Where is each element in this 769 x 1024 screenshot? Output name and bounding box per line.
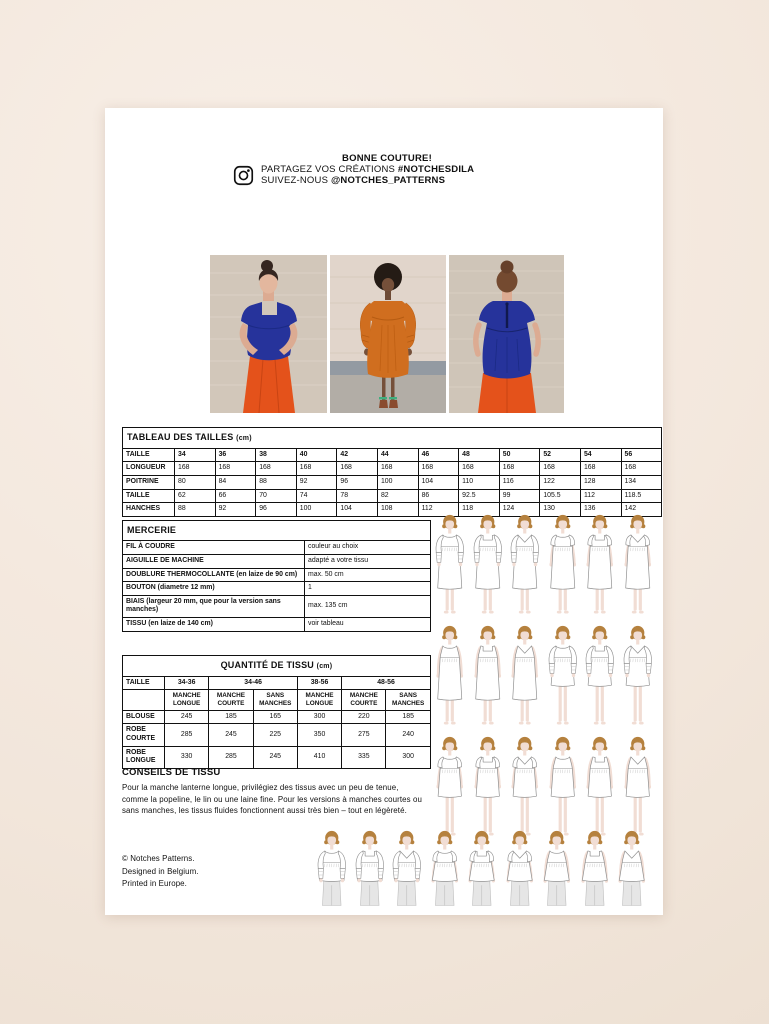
table-cell: 88 [175, 503, 216, 517]
table-cell: BOUTON (diametre 12 mm) [123, 582, 305, 596]
credit-line: Designed in Belgium. [122, 866, 199, 876]
table-cell: 168 [256, 462, 297, 476]
table-cell: TAILLE [123, 448, 175, 462]
table-cell: 245 [209, 724, 253, 746]
table-cell: 78 [337, 489, 378, 503]
table-cell: 240 [386, 724, 430, 746]
table-cell: 108 [377, 503, 418, 517]
table-row [123, 476, 662, 490]
garment-figure-blouse-none-sleeve-v-neck [613, 829, 651, 906]
table-cell: 168 [337, 462, 378, 476]
social-text [261, 153, 513, 186]
table-cell: FIL À COUDRE [123, 541, 305, 555]
table-cell: 168 [499, 462, 540, 476]
table-cell: DOUBLURE THERMOCOLLANTE (en laize de 90 cm) [123, 568, 305, 582]
table-cell: 105.5 [540, 489, 581, 503]
header-line-3 [261, 175, 513, 186]
table-cell: 168 [621, 462, 662, 476]
garment-figure-short-none-sleeve-v-neck [619, 735, 657, 840]
table-cell: 245 [253, 746, 297, 768]
table-cell: 96 [256, 503, 297, 517]
table-cell: 48-56 [342, 676, 431, 690]
notions-title: MERCERIE [123, 521, 431, 541]
fabric-quantity-table [122, 655, 431, 769]
table-cell: 168 [296, 462, 337, 476]
garment-figure-blouse-long-sleeve-v-neck [388, 829, 426, 906]
notions-title-row [123, 521, 431, 541]
table-cell: 46 [418, 448, 459, 462]
table-cell: 1 [305, 582, 431, 596]
table-cell: 70 [256, 489, 297, 503]
photo-model-front-blouse [210, 255, 327, 413]
photo-model-orange-dress [330, 255, 446, 413]
table-cell: 330 [165, 746, 209, 768]
table-cell: 99 [499, 489, 540, 503]
header-line-3-text: SUIVEZ-NOUS [261, 175, 331, 186]
table-cell: adapté a votre tissu [305, 554, 431, 568]
table-cell: 275 [342, 724, 386, 746]
table-cell: 168 [215, 462, 256, 476]
table-cell: max. 50 cm [305, 568, 431, 582]
garment-figure-short-long-sleeve-square-neck [581, 624, 619, 729]
table-row [123, 710, 431, 724]
garment-figure-blouse-long-sleeve-square-neck [351, 829, 389, 906]
table-cell: 84 [215, 476, 256, 490]
table-cell: 130 [540, 503, 581, 517]
garment-figure-midi-short-sleeve-round-neck [544, 513, 582, 618]
table-cell: 80 [175, 476, 216, 490]
table-cell: 225 [253, 724, 297, 746]
table-cell: 110 [459, 476, 500, 490]
table-row [123, 462, 662, 476]
table-row [123, 568, 431, 582]
illustration-row-blouses [313, 829, 651, 906]
table-row [123, 582, 431, 596]
table-cell: 185 [386, 710, 430, 724]
table-row [123, 724, 431, 746]
table-cell: couleur au choix [305, 541, 431, 555]
hashtag: #NOTCHESDILA [397, 164, 475, 175]
table-cell: 112 [580, 489, 621, 503]
garment-figure-midi-none-sleeve-round-neck [431, 624, 469, 729]
table-cell: 38-56 [297, 676, 341, 690]
table-cell: TISSU (en laize de 140 cm) [123, 618, 305, 632]
table-cell: 54 [580, 448, 621, 462]
table-cell: 104 [418, 476, 459, 490]
garment-figure-blouse-none-sleeve-square-neck [576, 829, 614, 906]
garment-figure-midi-none-sleeve-square-neck [469, 624, 507, 729]
instagram-icon [233, 165, 254, 186]
fabric-title-text: QUANTITÉ DE TISSU [220, 660, 314, 670]
table-cell: MANCHE LONGUE [165, 690, 209, 710]
table-cell: MANCHE COURTE [209, 690, 253, 710]
illustration-row-midi-and-short-dresses [431, 624, 656, 729]
size-table-title-text: TABLEAU DES TAILLES [127, 432, 234, 442]
table-cell: 34 [175, 448, 216, 462]
garment-figure-short-short-sleeve-round-neck [431, 735, 469, 840]
table-cell: 48 [459, 448, 500, 462]
garment-figure-short-none-sleeve-square-neck [581, 735, 619, 840]
table-cell: MANCHE COURTE [342, 690, 386, 710]
table-cell: HANCHES [123, 503, 175, 517]
table-cell: 410 [297, 746, 341, 768]
table-cell: 124 [499, 503, 540, 517]
table-cell: 74 [296, 489, 337, 503]
garment-figure-short-short-sleeve-square-neck [469, 735, 507, 840]
table-cell: 96 [337, 476, 378, 490]
garment-figure-blouse-short-sleeve-round-neck [426, 829, 464, 906]
table-cell: 350 [297, 724, 341, 746]
fabric-advice-section [122, 767, 424, 817]
table-cell: 122 [540, 476, 581, 490]
table-cell: LONGUEUR [123, 462, 175, 476]
garment-figure-short-none-sleeve-round-neck [544, 735, 582, 840]
table-cell: 128 [580, 476, 621, 490]
garment-figure-blouse-short-sleeve-v-neck [501, 829, 539, 906]
fabric-unit: (cm) [316, 663, 333, 670]
table-cell: 118 [459, 503, 500, 517]
photo-model-back-blouse [449, 255, 564, 413]
credits [122, 853, 199, 891]
garment-figure-blouse-short-sleeve-square-neck [463, 829, 501, 906]
table-cell: 66 [215, 489, 256, 503]
notions-table [122, 520, 431, 632]
table-cell: 38 [256, 448, 297, 462]
garment-figure-midi-long-sleeve-v-neck [506, 513, 544, 618]
garment-figure-short-short-sleeve-v-neck [506, 735, 544, 840]
table-cell: TAILLE [123, 489, 175, 503]
table-cell: 34-46 [209, 676, 298, 690]
table-cell: 118.5 [621, 489, 662, 503]
table-cell: 142 [621, 503, 662, 517]
table-row [123, 448, 662, 462]
instagram-handle: @NOTCHES_PATTERNS [330, 175, 446, 186]
table-cell: 185 [209, 710, 253, 724]
table-cell: POITRINE [123, 476, 175, 490]
garment-figure-midi-long-sleeve-round-neck [431, 513, 469, 618]
table-cell: 134 [621, 476, 662, 490]
photo-strip [210, 255, 564, 413]
table-cell: 300 [386, 746, 430, 768]
table-cell [123, 690, 165, 710]
table-row [123, 541, 431, 555]
table-cell: 300 [297, 710, 341, 724]
header-line-2 [261, 164, 513, 175]
table-cell: 168 [459, 462, 500, 476]
illustration-row-short-dresses [431, 735, 656, 840]
table-cell: 112 [418, 503, 459, 517]
size-table-unit: (cm) [236, 435, 252, 442]
table-cell: 104 [337, 503, 378, 517]
fabric-title [123, 656, 431, 677]
garment-figure-blouse-long-sleeve-round-neck [313, 829, 351, 906]
social-header [233, 153, 513, 186]
table-cell: BLOUSE [123, 710, 165, 724]
table-cell: 168 [175, 462, 216, 476]
table-cell: 285 [209, 746, 253, 768]
table-cell: 136 [580, 503, 621, 517]
fabric-advice-title: CONSEILS DE TISSU [122, 767, 221, 778]
table-cell: ROBE COURTE [123, 724, 165, 746]
fabric-title-row [123, 656, 431, 677]
table-cell: 100 [296, 503, 337, 517]
garment-figure-blouse-none-sleeve-round-neck [538, 829, 576, 906]
table-row [123, 618, 431, 632]
table-cell: 34-36 [165, 676, 209, 690]
table-cell: 92.5 [459, 489, 500, 503]
table-cell: 100 [377, 476, 418, 490]
table-row [123, 554, 431, 568]
table-cell: 40 [296, 448, 337, 462]
table-row [123, 746, 431, 768]
table-cell: 165 [253, 710, 297, 724]
table-cell: 52 [540, 448, 581, 462]
header-line-1: BONNE COUTURE! [342, 153, 432, 164]
table-cell: 44 [377, 448, 418, 462]
table-row [123, 676, 431, 690]
table-cell: max. 135 cm [305, 595, 431, 617]
garment-figure-short-long-sleeve-round-neck [544, 624, 582, 729]
table-cell: 92 [215, 503, 256, 517]
credit-line: © Notches Patterns. [122, 854, 195, 863]
table-row [123, 489, 662, 503]
table-cell: 168 [377, 462, 418, 476]
table-cell: 116 [499, 476, 540, 490]
garment-figure-midi-short-sleeve-square-neck [581, 513, 619, 618]
table-cell: 245 [165, 710, 209, 724]
table-cell: 168 [580, 462, 621, 476]
table-cell: 82 [377, 489, 418, 503]
table-cell: 62 [175, 489, 216, 503]
table-cell: 42 [337, 448, 378, 462]
table-cell: 220 [342, 710, 386, 724]
table-cell: MANCHE LONGUE [297, 690, 341, 710]
table-cell: 88 [256, 476, 297, 490]
garment-figure-midi-short-sleeve-v-neck [619, 513, 657, 618]
garment-figure-midi-long-sleeve-square-neck [469, 513, 507, 618]
table-cell: ROBE LONGUE [123, 746, 165, 768]
table-cell: TAILLE [123, 676, 165, 690]
table-cell: SANS MANCHES [386, 690, 430, 710]
size-table-title-row [123, 428, 662, 449]
table-cell: 168 [418, 462, 459, 476]
pattern-instruction-page [105, 108, 663, 915]
table-cell: 285 [165, 724, 209, 746]
header-line-2-text: PARTAGEZ VOS CRÉATIONS [261, 164, 398, 175]
table-cell: voir tableau [305, 618, 431, 632]
table-cell: 92 [296, 476, 337, 490]
table-cell: AIGUILLE DE MACHINE [123, 554, 305, 568]
size-table-title [123, 428, 662, 449]
table-cell: 335 [342, 746, 386, 768]
table-row [123, 690, 431, 710]
fabric-advice-body: Pour la manche lanterne longue, privilégiez des tissus avec un peu de tenue, comme la popeline, le lin ou une laine fine. Pour les versions à manches courtes ou sans manches, les tissus fluides fonctionnent aussi très bien – tout en légèreté. [122, 783, 422, 816]
table-cell: SANS MANCHES [253, 690, 297, 710]
garment-figure-midi-none-sleeve-v-neck [506, 624, 544, 729]
table-cell: 56 [621, 448, 662, 462]
size-table [122, 427, 662, 517]
table-cell: 86 [418, 489, 459, 503]
garment-figure-short-long-sleeve-v-neck [619, 624, 657, 729]
illustration-row-midi-dresses [431, 513, 656, 618]
table-cell: 168 [540, 462, 581, 476]
table-cell: BIAIS (largeur 20 mm, que pour la version sans manches) [123, 595, 305, 617]
table-row [123, 595, 431, 617]
table-cell: 36 [215, 448, 256, 462]
table-cell: 50 [499, 448, 540, 462]
credit-line: Printed in Europe. [122, 879, 187, 889]
